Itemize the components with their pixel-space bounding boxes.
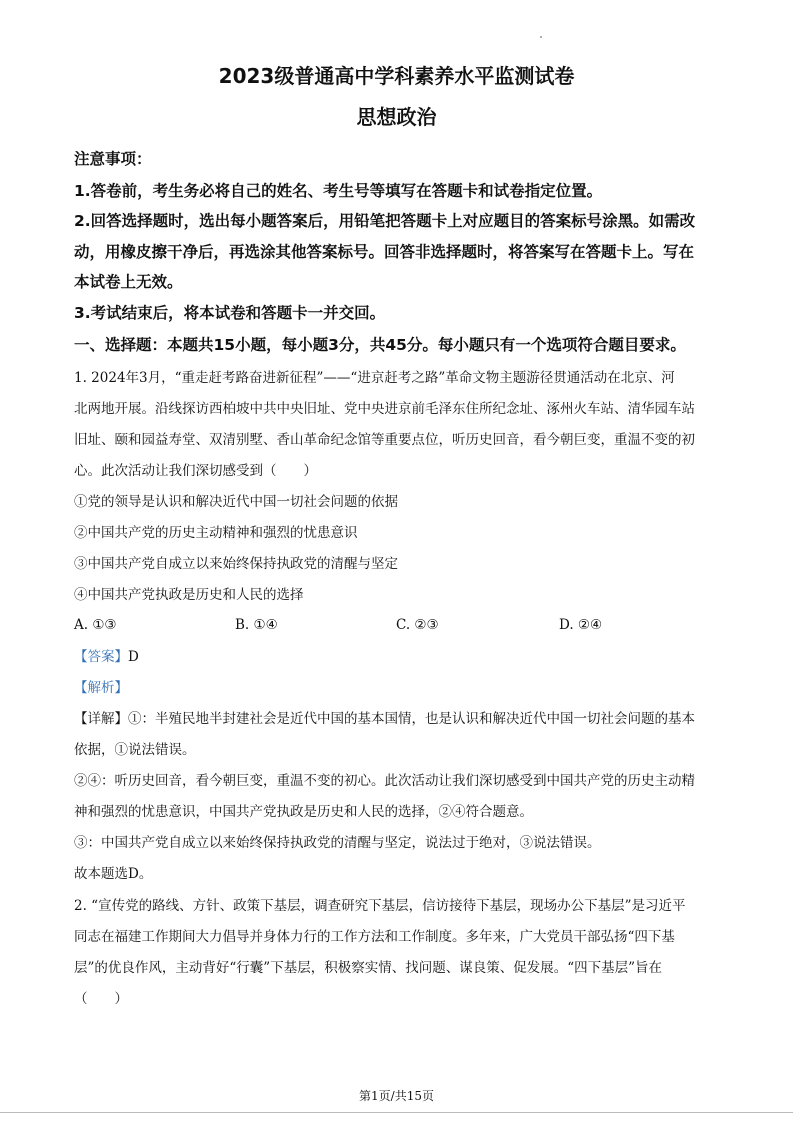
q1-item: ①党的领导是认识和解决近代中国一切社会问题的依据	[74, 494, 398, 510]
detail-tag: 【详解】	[74, 711, 128, 727]
q1-analysis-line: 神和强烈的忧患意识，中国共产党执政是历史和人民的选择，②④符合题意。	[74, 804, 533, 820]
q1-analysis-line: 依据，①说法错误。	[74, 742, 196, 758]
section-heading: 一、选择题：本题共15小题，每小题3分，共45分。每小题只有一个选项符合题目要求。	[74, 336, 686, 354]
answer-value: D	[128, 649, 139, 665]
q1-stem-line: 1. 2024年3月，“重走赶考路奋进新征程”——“进京赶考之路”革命文物主题游径贯通活动在北京、河	[74, 370, 675, 386]
q1-analysis-line: 故本题选D。	[74, 866, 153, 882]
q1-analysis-line: ②④：听历史回音，看今朝巨变，重温不变的初心。此次活动让我们深切感受到中国共产党的历史主动精	[74, 773, 695, 789]
q1-stem-line: 心。此次活动让我们深切感受到（ ）	[74, 463, 317, 479]
q1-option-b: B. ①④	[235, 617, 278, 633]
q2-stem-line: 层”的优良作风，主动背好“行囊”下基层，积极察实情、找问题、谋良策、促发展。“四下基层”旨在	[74, 960, 663, 976]
q1-option-d: D. ②④	[559, 617, 603, 633]
q1-item: ④中国共产党执政是历史和人民的选择	[74, 587, 304, 603]
q1-option-a: A. ①③	[74, 617, 117, 633]
q1-analysis-line	[74, 713, 695, 727]
q1-analysis-line: ③：中国共产党自成立以来始终保持执政党的清醒与坚定，说法过于绝对，③说法错误。	[74, 835, 601, 851]
notes-line: 2.回答选择题时，选出每小题答案后，用铅笔把答题卡上对应题目的答案标号涂黑。如需改	[74, 212, 696, 230]
q1-answer	[74, 651, 139, 665]
q2-stem-line: 同志在福建工作期间大力倡导并身体力行的工作方法和工作制度。多年来，广大党员干部弘扬“四下基	[74, 929, 675, 945]
answer-tag: 【答案】	[74, 649, 128, 665]
footer-divider	[0, 1112, 793, 1113]
notes-line: 1.答卷前，考生务必将自己的姓名、考生号等填写在答题卡和试卷指定位置。	[74, 182, 603, 200]
scan-dot	[540, 36, 542, 38]
analysis-tag: 【解析】	[74, 680, 128, 696]
q1-item: ③中国共产党自成立以来始终保持执政党的清醒与坚定	[74, 556, 398, 572]
subject-title: 思想政治	[356, 105, 437, 129]
q1-item: ②中国共产党的历史主动精神和强烈的忧患意识	[74, 525, 358, 541]
exam-title: 2023级普通高中学科素养水平监测试卷	[218, 64, 575, 88]
q2-stem-line: 2. “宣传党的路线、方针、政策下基层，调查研究下基层，信访接待下基层，现场办公下基层”是习近平	[74, 898, 686, 914]
q1-stem-line: 旧址、颐和园益寿堂、双清别墅、香山革命纪念馆等重要点位，听历史回音，看今朝巨变，重温不变的初	[74, 432, 695, 448]
q2-stem-line: （ ）	[74, 991, 128, 1007]
notes-heading: 注意事项：	[74, 150, 152, 168]
notes-line: 动，用橡皮擦干净后，再选涂其他答案标号。回答非选择题时，将答案写在答题卡上。写在	[74, 243, 695, 261]
notes-line: 本试卷上无效。	[74, 273, 183, 291]
q1-option-c: C. ②③	[396, 617, 439, 633]
q1-stem-line: 北两地开展。沿线探访西柏坡中共中央旧址、党中央进京前毛泽东住所纪念址、涿州火车站、清华园车站	[74, 401, 695, 417]
notes-line: 3.考试结束后，将本试卷和答题卡一并交回。	[74, 304, 386, 322]
analysis-text: ①：半殖民地半封建社会是近代中国的基本国情，也是认识和解决近代中国一切社会问题的基本	[128, 711, 695, 727]
page-number: 第1页/共15页	[359, 1089, 434, 1103]
